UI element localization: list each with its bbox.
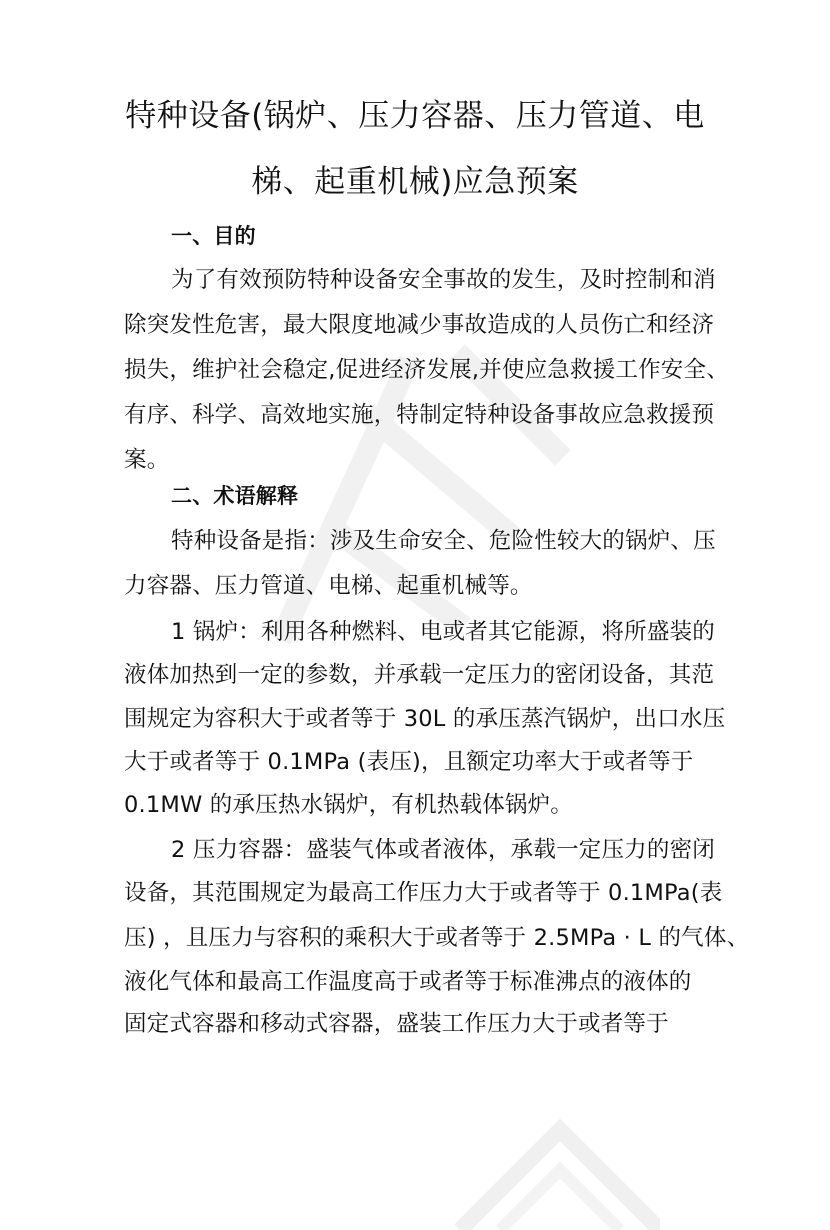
paragraph-line-pressure-vessel: 2 压力容器：盛装气体或者液体，承载一定压力的密闭 <box>171 837 715 863</box>
paragraph-line: 损失，维护社会稳定,促进经济发展,并使应急救援工作安全、 <box>124 357 729 383</box>
watermark-diamond-icon <box>420 1110 660 1230</box>
paragraph-line: 除突发性危害，最大限度地减少事故造成的人员伤亡和经济 <box>124 312 715 338</box>
paragraph-line: 为了有效预防特种设备安全事故的发生，及时控制和消 <box>171 267 716 293</box>
document-title-line-1: 特种设备(锅炉、压力容器、压力管道、电 <box>125 98 705 134</box>
paragraph-line: 0.1MW 的承压热水锅炉，有机热载体锅炉。 <box>124 792 573 818</box>
paragraph-line: 液体加热到一定的参数，并承载一定压力的密闭设备，其范 <box>124 662 715 688</box>
paragraph-line: 围规定为容积大于或者等于 30L 的承压蒸汽锅炉，出口水压 <box>124 706 726 732</box>
paragraph-line: 特种设备是指：涉及生命安全、危险性较大的锅炉、压 <box>171 528 716 554</box>
paragraph-line: 液化气体和最高工作温度高于或者等于标准沸点的液体的 <box>124 969 692 995</box>
section-heading-purpose: 一、目的 <box>171 224 256 248</box>
paragraph-line: 压) ，且压力与容积的乘积大于或者等于 2.5MPa · L 的气体、 <box>124 925 750 951</box>
paragraph-line: 固定式容器和移动式容器，盛装工作压力大于或者等于 <box>124 1011 669 1037</box>
section-heading-terminology: 二、术语解释 <box>171 484 299 508</box>
paragraph-line: 案。 <box>124 447 170 473</box>
paragraph-line: 力容器、压力管道、电梯、起重机械等。 <box>124 573 533 599</box>
paragraph-line-boiler: 1 锅炉：利用各种燃料、电或者其它能源，将所盛装的 <box>171 619 715 645</box>
paragraph-line: 有序、科学、高效地实施，特制定特种设备事故应急救援预 <box>124 402 715 428</box>
paragraph-line: 设备，其范围规定为最高工作压力大于或者等于 0.1MPa(表 <box>124 880 723 906</box>
paragraph-line: 大于或者等于 0.1MPa (表压)，且额定功率大于或者等于 <box>124 749 694 775</box>
document-title-line-2: 梯、起重机械)应急预案 <box>251 164 579 200</box>
